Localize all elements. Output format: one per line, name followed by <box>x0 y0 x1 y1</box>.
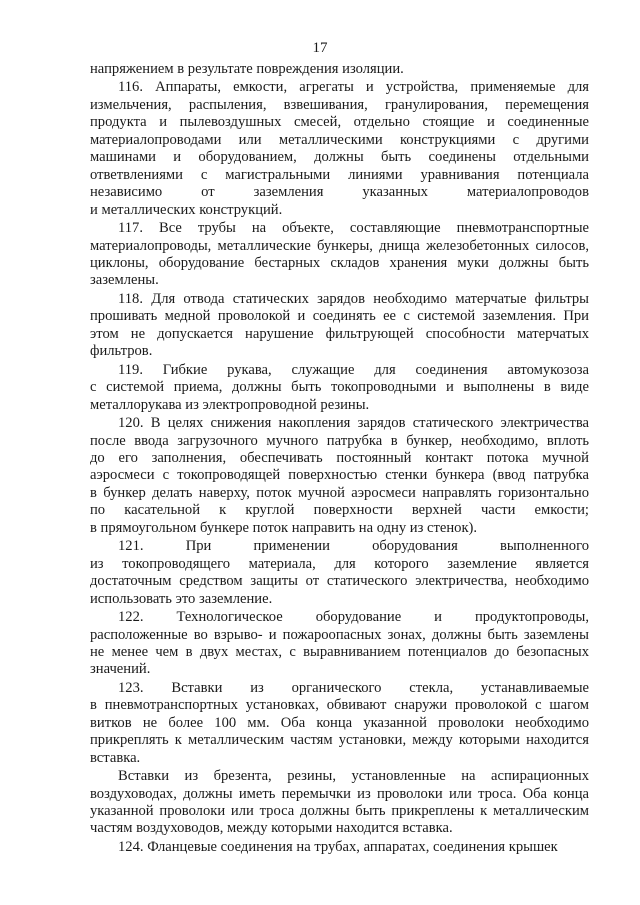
paragraph-4-line-2: прошивать медной проволокой и соединять ее с системой заземления. При <box>90 308 589 325</box>
paragraph-9-line-5: вставка. <box>90 749 141 766</box>
paragraph-10-line-2: воздуховодах, должны иметь перемычки из проволоки или троса. Оба конца <box>90 785 589 802</box>
paragraph-8-line-4: значений. <box>90 661 151 678</box>
paragraph-6-line-1: 120. В целях снижения накопления зарядов статического электричества <box>118 415 589 432</box>
paragraph-1-line-1: напряжением в результате повреждения изоляции. <box>90 61 404 77</box>
paragraph-6-line-2: после ввода загрузочного мучного патрубка в бункер, необходимо, вплоть <box>90 432 589 449</box>
paragraph-6-line-3: до его заполнения, обеспечивать постоянный контакт потока мучной <box>90 449 589 466</box>
paragraph-6-line-7: в прямоугольном бункере поток направить на одну из стенок). <box>90 519 478 536</box>
paragraph-4-line-1: 118. Для отвода статических зарядов необходимо матерчатые фильтры <box>118 290 589 307</box>
page-number: 17 <box>312 40 328 56</box>
paragraph-9-line-2: в пневмотранспортных установках, обвивают снаружи проволокой с шагом <box>90 697 589 714</box>
paragraph-3-line-1: 117. Все трубы на объекте, составляющие пневмотранспортные <box>118 220 589 237</box>
paragraph-7-line-2: из токопроводящего материала, для которого заземление является <box>90 555 589 572</box>
paragraph-5-line-1: 119. Гибкие рукава, служащие для соединения автомукозоза <box>118 361 589 378</box>
paragraph-5-line-3: металлорукава из электропроводной резины. <box>90 396 370 413</box>
paragraph-7-line-1: 121. При применении оборудования выполненного <box>118 538 589 555</box>
paragraph-2-line-1: 116. Аппараты, емкости, агрегаты и устройства, применяемые для <box>118 79 589 96</box>
paragraph-2-line-2: измельчения, распыления, взвешивания, гранулирования, перемещения <box>90 96 589 113</box>
paragraph-2-line-6: ответвлениями с магистральными линиями уравнивания потенциала <box>90 166 589 183</box>
paragraph-8-line-2: расположенные во взрыво- и пожароопасных зонах, должны быть заземлены <box>90 626 589 643</box>
paragraph-7-line-3: достаточным средством защиты от статического электричества, необходимо <box>90 573 589 590</box>
paragraph-2-line-7: независимо от заземления указанных материалопроводов <box>90 184 589 201</box>
paragraph-10-line-1: Вставки из брезента, резины, установленные на аспирационных <box>118 768 589 785</box>
paragraph-2-line-3: продукта и пылевоздушных смесей, отдельно стоящие и соединенные <box>90 114 589 131</box>
paragraph-10-line-3: указанной проволоки или троса должны быть прикреплены к металлическим <box>90 803 589 820</box>
paragraph-7-line-4: использовать это заземление. <box>90 590 273 607</box>
paragraph-9-line-3: витков не более 100 мм. Оба конца указанной проволоки необходимо <box>90 714 589 731</box>
paragraph-9-line-1: 123. Вставки из органического стекла, устанавливаемые <box>118 679 589 696</box>
paragraph-2-line-8: и металлических конструкций. <box>90 201 283 218</box>
paragraph-10-line-4: частям воздуховодов, между которыми находится вставка. <box>90 820 453 837</box>
paragraph-3-line-4: заземлены. <box>90 272 159 289</box>
paragraph-3-line-3: циклоны, оборудование бестарных складов хранения муки должны быть <box>90 254 589 271</box>
document-body <box>90 61 589 856</box>
paragraph-4-line-4: фильтров. <box>90 343 153 360</box>
paragraph-8-line-1: 122. Технологическое оборудование и продуктопроводы, <box>118 609 589 626</box>
paragraph-4-line-3: этом не допускается нарушение фильтрующей способности матерчатых <box>90 325 589 342</box>
paragraph-6-line-4: аэросмеси с токопроводящей поверхностью стенки бункера (ввод патрубка <box>90 467 589 484</box>
paragraph-5-line-2: с системой приема, должны быть токопроводными и выполнены в виде <box>90 379 589 396</box>
paragraph-2-line-4: материалопроводами или металлическими конструкциями с другими <box>90 131 589 148</box>
paragraph-6-line-6: по касательной к круглой поверхности верхней части емкости; <box>90 502 589 519</box>
paragraph-2-line-5: машинами и оборудованием, должны быть соединены отдельными <box>90 149 589 166</box>
paragraph-8-line-3: не менее чем в двух местах, с выравниванием потенциалов до безопасных <box>90 643 589 660</box>
paragraph-3-line-2: материалопроводы, металлические бункеры, днища железобетонных силосов, <box>90 237 589 254</box>
paragraph-6-line-5: в бункер делать наверху, поток мучной аэросмеси направлять горизонтально <box>90 484 589 501</box>
paragraph-9-line-4: прикреплять к металлическим частям установки, между которыми находится <box>90 732 589 749</box>
paragraph-11-line-1: 124. Фланцевые соединения на трубах, аппаратах, соединения крышек <box>118 838 558 855</box>
